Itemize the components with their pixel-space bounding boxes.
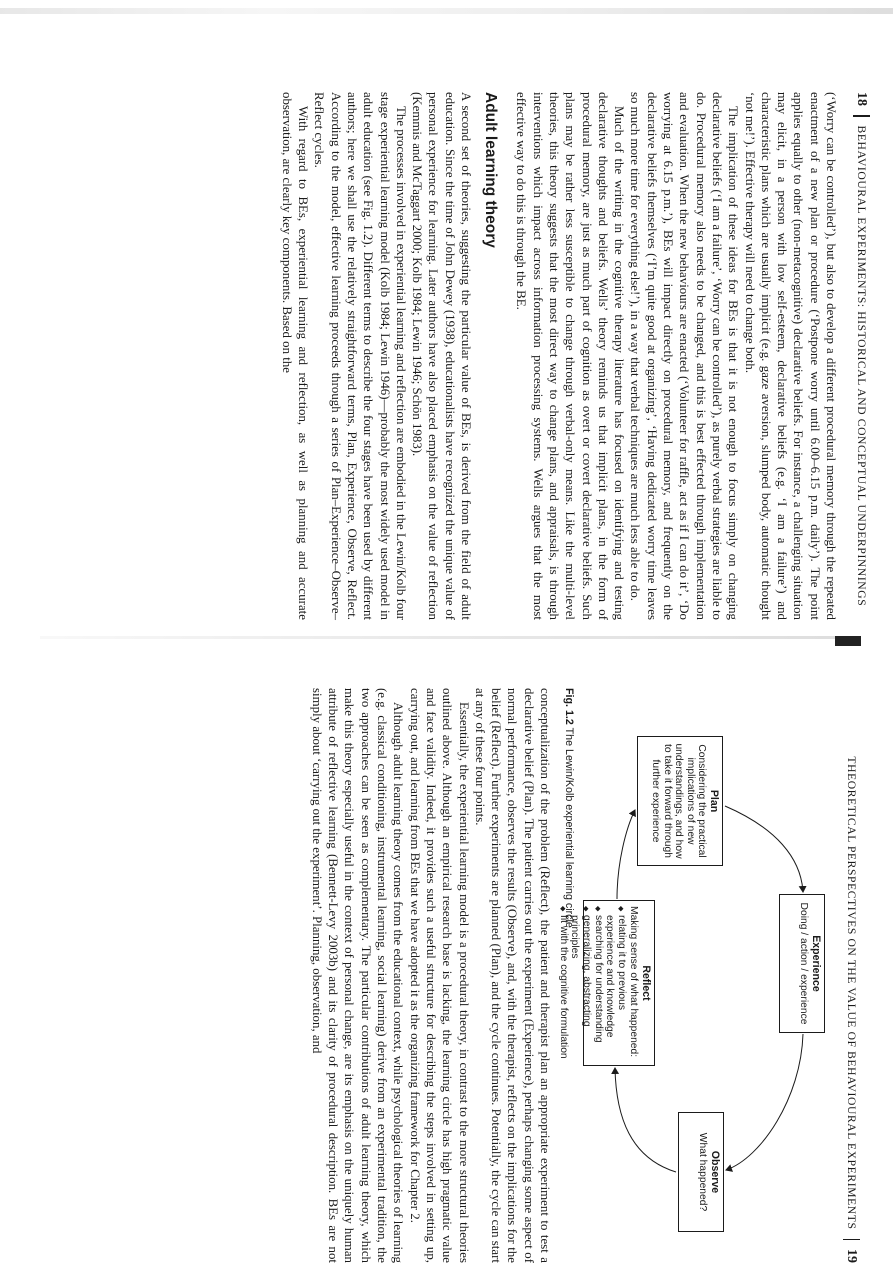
stage-title: Reflect bbox=[640, 965, 652, 1001]
list-item: ◆ generalizing, abstracting principles bbox=[569, 915, 592, 1060]
stage-plan-box bbox=[637, 736, 723, 866]
stage-title: Observe bbox=[709, 1150, 721, 1194]
figure-label: Fig. 1.2 bbox=[563, 688, 575, 725]
list-item: ◆ searching for understanding bbox=[592, 915, 604, 1060]
paragraph: Essentially, the experiential learning model is a procedural theory, in contrast to the more structural theories outlined above. Although an empirical research base is lacking, the learning circle has high pragmatic value and face validity. Indeed, it provides such a useful structure for describing the steps involved in setting up, carrying out, and learning from BEs that we have adopted it as the organizing framework for Chapter 2. bbox=[407, 688, 471, 1263]
paragraph: A second set of theories, suggesting the particular value of BEs, is derived from the field of adult education. Since the time of John Dewey (1938), educationalists have recognized the unique value of personal experience for learning. Later authors have also placed emphasis on the value of reflection (Kemmis and McTaggart 2000; Kolb 1984; Lewin 1946; Schön 1983). bbox=[410, 92, 474, 620]
stage-description: Doing / action / experience bbox=[798, 902, 810, 1025]
arrow-plan-to-experience bbox=[725, 806, 803, 892]
stage-description: Making sense of what happened: bbox=[628, 906, 640, 1058]
page-18 bbox=[230, 92, 870, 620]
scan-mark bbox=[835, 636, 861, 646]
list-item: ◆ relating it to previous experience and knowledge bbox=[604, 915, 627, 1060]
page-number: 18 bbox=[854, 92, 870, 106]
paragraph: With regard to BEs, experiential learning and reflection, as well as planning and accurate observation, are clearly key components. Based on the bbox=[279, 92, 311, 620]
stage-observe-box bbox=[678, 1112, 724, 1232]
running-head-left bbox=[853, 92, 870, 620]
page-body bbox=[279, 92, 840, 620]
page-number: 19 bbox=[844, 1249, 860, 1263]
scan-edge-top bbox=[0, 8, 893, 14]
page-fold-line bbox=[40, 636, 840, 639]
stage-reflect-box bbox=[557, 900, 655, 1066]
stage-description: Considering the practical implications of new understandings, and how to take it forward through further experience bbox=[650, 743, 708, 859]
stage-description: What happened? bbox=[697, 1132, 709, 1212]
paragraph: (‘Worry can be controlled’), but also to develop a different procedural memory through the repeated enactment of a new plan or procedure (‘Postpone worry until 6.00–6.15 p.m. daily’). The point applies equally to other (non-metacognitive) declarative beliefs. For instance, a challenging situation may elicit, in a person with low self-esteem, declarative beliefs (e.g. ‘I am a failure’) and characteristic plans which are usually implicit (e.g. gaze aversion, slumped body, automatic thought ‘not me!’). Effective therapy will need to change both. bbox=[742, 92, 838, 620]
paragraph: The implication of these ideas for BEs is that it is not enough to focus simply on changing declarative beliefs (‘I am a failure’, ‘Worry can be controlled’), as purely verbal strategies are liable to do. Procedural memory also needs to be changed, and this is best effected through implementation and evaluation. When the new behaviours are enacted (‘Volunteer for raffle, act as if I can do it’, ‘Do worrying at 6.15 p.m.’), BEs will impact directly on procedural memory, and frequently on the declarative beliefs themselves (‘I’m quite good at organizing’, ‘Having dedicated worry time leaves so much more time for everything else!’), in a way that verbal techniques are much less able to do. bbox=[628, 92, 741, 620]
arrow-observe-to-reflect bbox=[615, 1068, 676, 1172]
running-head-right bbox=[843, 688, 860, 1263]
list-item: ◆ fit with the cognitive formulation bbox=[557, 915, 569, 1060]
paragraph: The processes involved in experiential learning and reflection are embodied in the Lewin/Kolb four stage experiential learning model (Kolb 1984; Lewin 1946)—probably the most widely used model in adult education (see Fig. 1.2). Different terms to describe the four stages have been used by different authors; here we shall use the relatively straightforward terms, Plan, Experience, Observe, Reflect. According to the model, effective learning proceeds through a series of Plan–Experience–Observe–Reflect cycles. bbox=[312, 92, 408, 620]
section-heading: Adult learning theory bbox=[482, 92, 500, 248]
reflect-list bbox=[557, 906, 627, 1060]
divider bbox=[853, 115, 870, 117]
page-body bbox=[309, 688, 553, 1263]
stage-title: Plan bbox=[708, 789, 720, 813]
divider bbox=[843, 1239, 860, 1241]
stage-experience-box bbox=[779, 894, 825, 1033]
paragraph: Although adult learning theory comes from the educational context, while psychological theories of learning (e.g. classical conditioning, instrumental learning, social learning) derive from an experimental tradition, the two approaches can be seen as complementary. The particular contributions of adult learning theory, which make this theory especially useful in the context of personal change, are its emphasis on the uniquely human attribute of reflective learning (Bennett-Levy 2003b) and its clarity of procedural description. BEs are not simply about ‘carrying out the experiment’. Planning, observation, and bbox=[309, 688, 406, 1263]
page-19 bbox=[240, 688, 860, 1263]
running-head-title: THEORETICAL PERSPECTIVES ON THE VALUE OF BEHAVIOURAL EXPERIMENTS bbox=[845, 756, 858, 1230]
figure-caption-text: The Lewin/Kolb experiential learning circle. bbox=[563, 727, 575, 931]
stage-title: Experience bbox=[810, 935, 822, 992]
paragraph: Much of the writing in the cognitive therapy literature has focused on identifying and testing declarative thoughts and beliefs. Wells’ theory reminds us that implicit plans, in the form of procedural memory, are just as much part of cognition as overt or covert declarative beliefs. Such plans may be rather less susceptible to change through verbal-only means. Like the multi-level theories, this theory suggests that the most direct way to change plans, and appraisals, is through interventions which impact across information processing systems. Wells argues that the most effective way to do this is through the BE. bbox=[514, 92, 627, 620]
arrow-experience-to-observe bbox=[726, 1034, 803, 1170]
arrow-reflect-to-plan bbox=[617, 810, 635, 899]
running-head-title: BEHAVIOURAL EXPERIMENTS: HISTORICAL AND CONCEPTUAL UNDERPINNINGS bbox=[855, 125, 868, 607]
paragraph: conceptualization of the problem (Reflect), the patient and therapist plan an appropriate experiment to test a declarative belief (Plan). The patient carries out the experiment (Experience), perhaps changing some aspect of normal performance, observes the results (Observe), and, with the therapist, reflects on the implications for the belief (Reflect). Further experiments are planned (Plan), and the cycle continues. Potentially, the cycle can start at any of these four points. bbox=[472, 688, 552, 1263]
